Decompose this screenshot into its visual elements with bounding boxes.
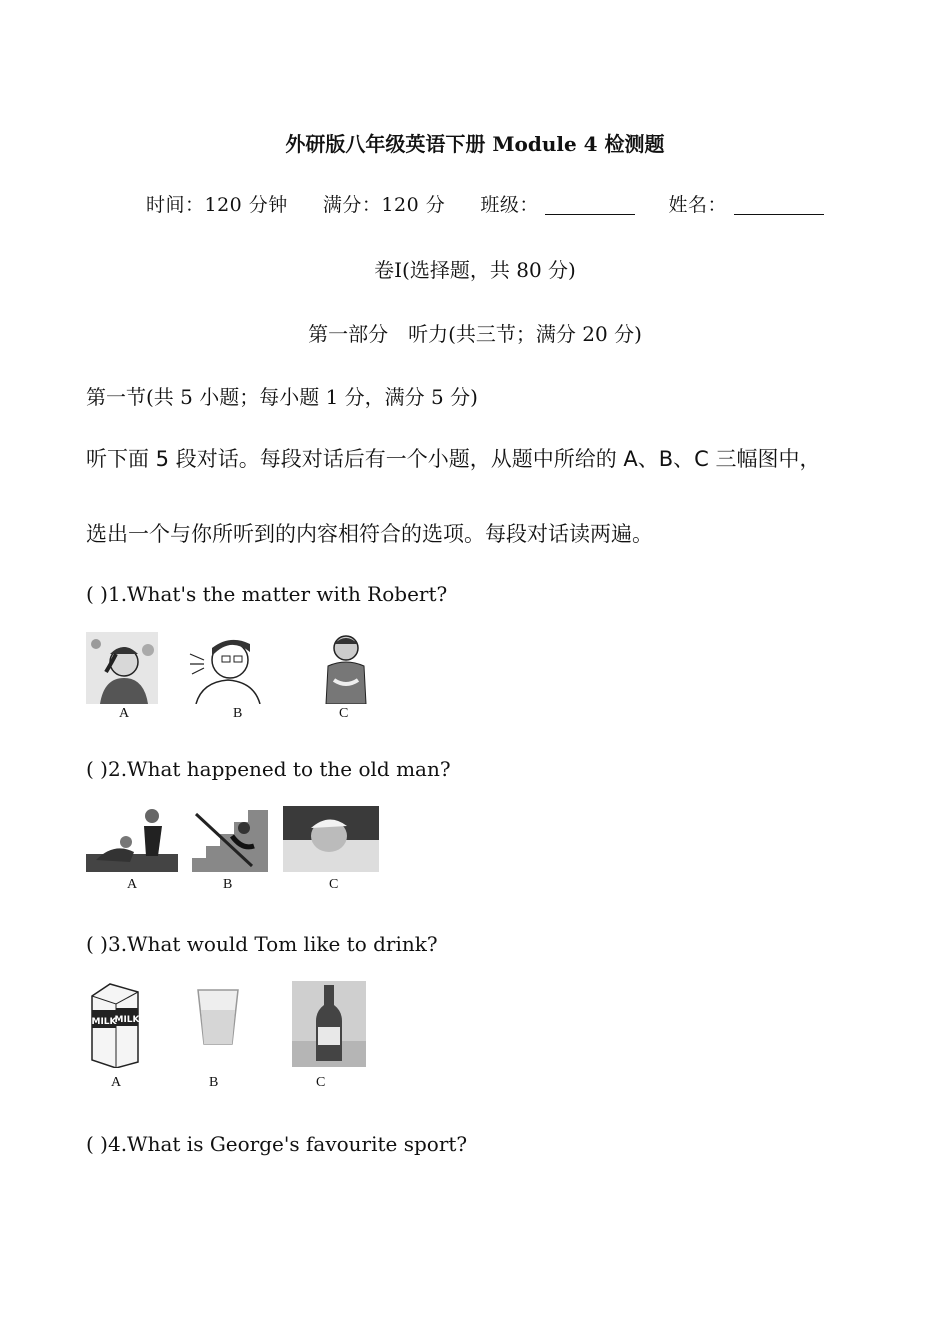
question-2: ( )2.What happened to the old man? [86,757,451,781]
option-label: B [209,1075,219,1090]
sneezing-image [186,634,262,704]
option-label: B [223,877,233,892]
volume-heading: 卷Ⅰ(选择题，共 80 分) [374,258,576,282]
score-info: 满分：120 分 [322,194,446,216]
name-label: 姓名： [668,194,727,216]
stairs-fall-image [192,806,268,872]
exam-meta [146,190,824,217]
name-blank[interactable] [734,194,824,215]
headache-image [86,632,158,704]
section-heading: 第一节(共 5 小题；每小题 1 分，满分 5 分) [86,385,478,409]
option-label: A [119,706,130,721]
option-label: B [233,706,243,721]
option-label: A [111,1075,122,1090]
question-4: ( )4.What is George's favourite sport? [86,1132,468,1156]
class-blank[interactable] [545,194,635,215]
class-label: 班级： [480,194,539,216]
glass-of-water-image [192,986,244,1048]
milk-carton-image [86,982,142,1068]
instruction-line-1: 听下面 5 段对话。每段对话后有一个小题，从题中所给的 A、B、C 三幅图中， [86,447,821,471]
instruction-line-2: 选出一个与你所听到的内容相符合的选项。每段对话读两遍。 [86,522,653,546]
beer-bottle-image [292,981,366,1067]
stomachache-image [318,632,374,704]
option-label: C [339,706,349,721]
milk-label-right: MILK [114,1015,140,1025]
option-label: C [329,877,339,892]
page-title: 外研版八年级英语下册 Module 4 检测题 [285,132,665,156]
option-label: A [127,877,138,892]
fallen-man-image [86,806,178,872]
option-label: C [316,1075,326,1090]
question-3: ( )3.What would Tom like to drink? [86,932,438,956]
time-info: 时间：120 分钟 [146,194,288,216]
part-heading: 第一部分 听力(共三节；满分 20 分) [308,322,642,346]
question-1: ( )1.What's the matter with Robert? [86,582,448,606]
sick-in-bed-image [283,806,379,872]
milk-label-left: MILK [91,1017,117,1027]
